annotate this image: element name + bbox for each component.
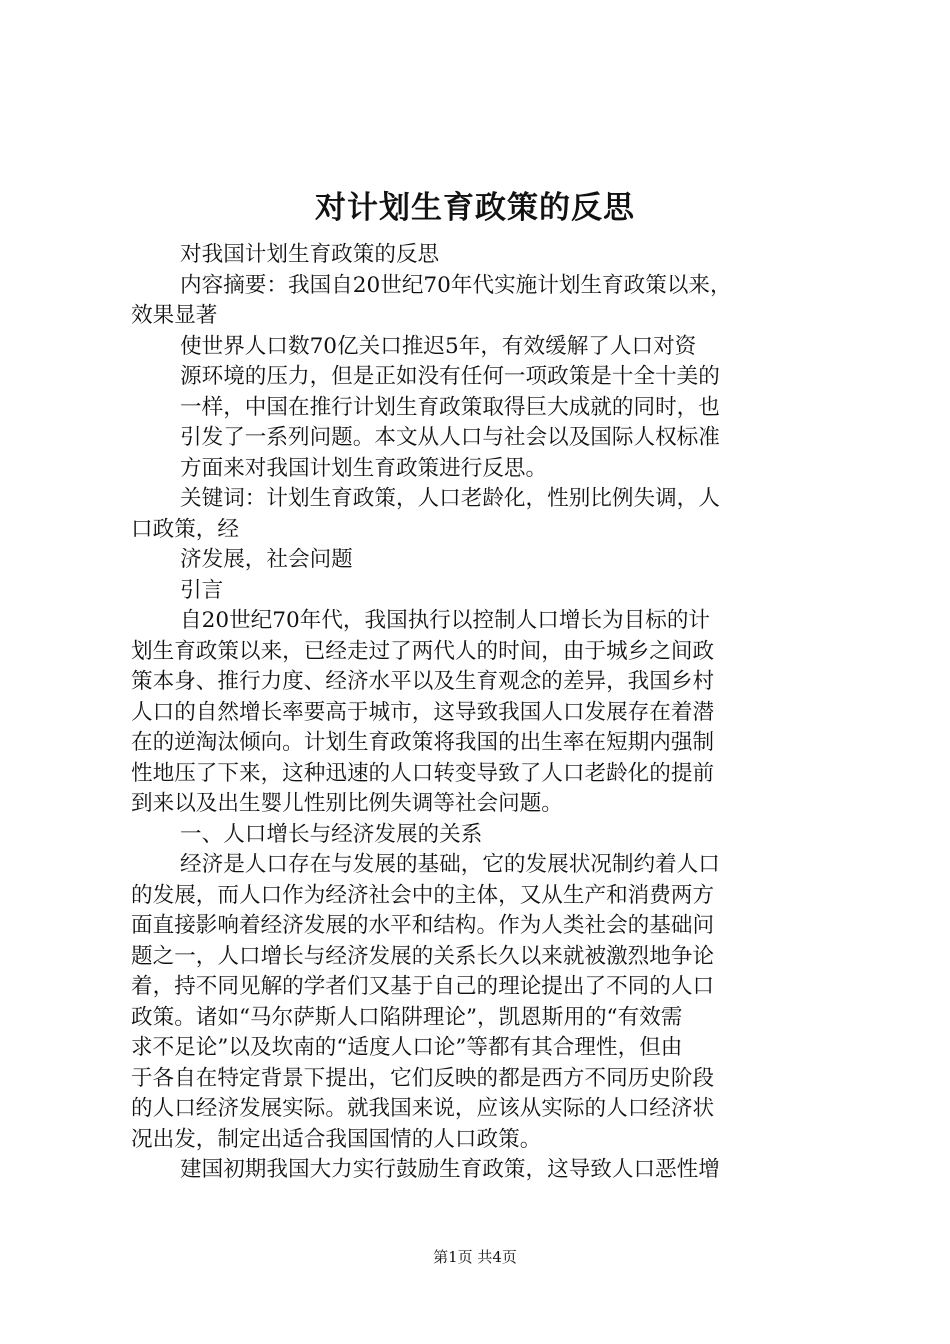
page-footer: 第1页 共4页 <box>433 1248 517 1266</box>
text-line: 况出发，制定出适合我国国情的人口政策。 <box>131 1126 542 1152</box>
text-line: 着，持不同见解的学者们又基于自己的理论提出了不同的人口 <box>131 974 715 999</box>
text-line: 的人口经济发展实际。就我国来说，应该从实际的人口经济状 <box>131 1096 715 1121</box>
text-line: 人口的自然增长率要高于城市，这导致我国人口发展存在着潜 <box>131 699 715 725</box>
text-line: 一、人口增长与经济发展的关系 <box>180 821 483 847</box>
text-line: 对我国计划生育政策的反思 <box>180 242 440 267</box>
text-line: 题之一，人口增长与经济发展的关系长久以来就被激烈地争论 <box>131 943 715 969</box>
text-line: 一样，中国在推行计划生育政策取得巨大成就的同时，也 <box>180 394 720 420</box>
text-line: 求不足论”以及坎南的“适度人口论”等都有其合理性，但由 <box>131 1035 683 1060</box>
text-line: 于各自在特定背景下提出，它们反映的都是西方不同历史阶段 <box>131 1065 715 1091</box>
text-line: 划生育政策以来，已经走过了两代人的时间，由于城乡之间政 <box>131 638 715 664</box>
text-line: 性地压了下来，这种迅速的人口转变导致了人口老龄化的提前 <box>131 760 715 786</box>
text-line: 面直接影响着经济发展的水平和结构。作为人类社会的基础问 <box>131 913 715 938</box>
text-line: 策本身、推行力度、经济水平以及生育观念的差异，我国乡村 <box>131 669 715 694</box>
text-line: 源环境的压力，但是正如没有任何一项政策是十全十美的 <box>180 364 720 389</box>
document-body <box>131 240 831 1186</box>
text-line: 效果显著 <box>131 303 218 328</box>
text-line: 内容摘要：我国自20世纪70年代实施计划生育政策以来， <box>180 272 732 298</box>
text-line: 建国初期我国大力实行鼓励生育政策，这导致人口恶性增 <box>180 1157 720 1182</box>
text-line: 口政策，经 <box>131 516 239 542</box>
text-line: 引发了一系列问题。本文从人口与社会以及国际人权标准 <box>180 425 720 450</box>
text-line: 引言 <box>180 577 224 603</box>
text-line: 济发展，社会问题 <box>180 547 353 572</box>
text-line: 关键词：计划生育政策，人口老龄化，性别比例失调，人 <box>180 486 720 511</box>
text-line: 经济是人口存在与发展的基础，它的发展状况制约着人口 <box>180 852 720 877</box>
text-line: 的发展，而人口作为经济社会中的主体，又从生产和消费两方 <box>131 882 715 908</box>
text-line: 方面来对我国计划生育政策进行反思。 <box>180 455 548 481</box>
text-line: 自20世纪70年代，我国执行以控制人口增长为目标的计 <box>180 608 711 633</box>
text-line: 在的逆淘汰倾向。计划生育政策将我国的出生率在短期内强制 <box>131 730 715 755</box>
text-line: 政策。诸如“马尔萨斯人口陷阱理论”，凯恩斯用的“有效需 <box>131 1004 683 1030</box>
document-title: 对计划生育政策的反思 <box>315 190 635 226</box>
text-line: 到来以及出生婴儿性别比例失调等社会问题。 <box>131 791 563 816</box>
text-line: 使世界人口数70亿关口推迟5年，有效缓解了人口对资 <box>180 333 697 359</box>
